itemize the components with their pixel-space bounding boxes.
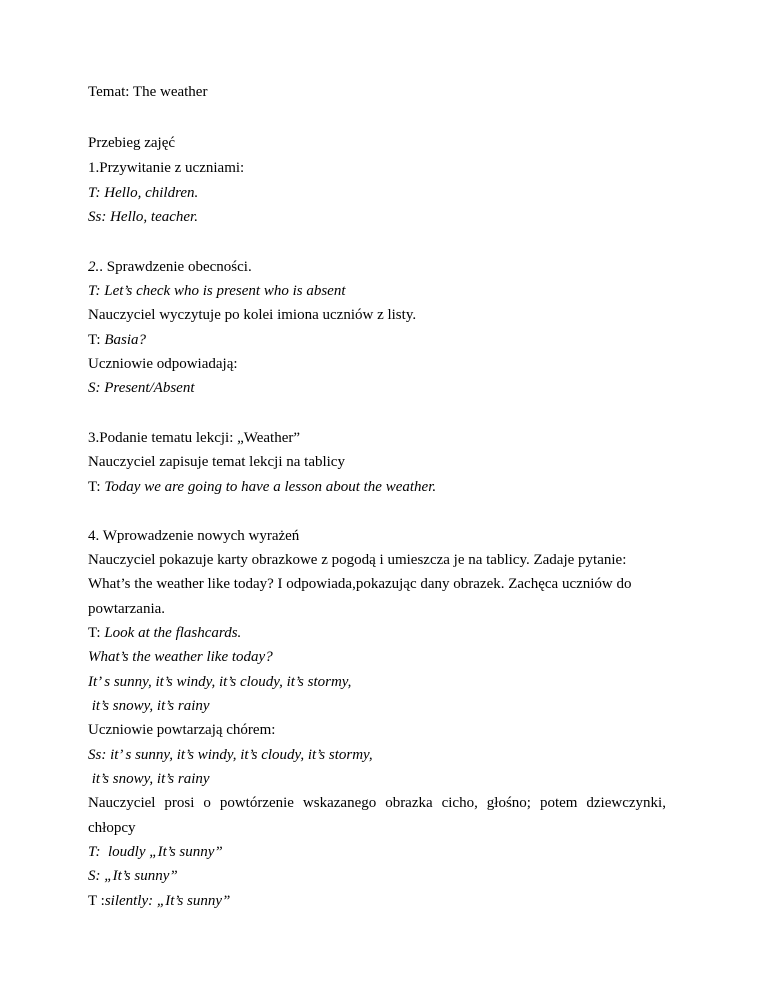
step4-teacher-loudly: T: loudly „It’s sunny”: [88, 844, 223, 860]
instruction-word: powtórzenie: [219, 795, 294, 811]
step2-teacher-line: T: Let’s check who is present who is absent: [88, 283, 346, 299]
step3-teacher-prefix: T:: [88, 479, 105, 495]
step1-teacher-line: T: Hello, children.: [88, 185, 199, 201]
step4-teacher-silently: [88, 892, 230, 910]
step4-heading: 4. Wprowadzenie nowych wyrażeń: [88, 528, 300, 544]
step3-heading: 3.Podanie tematu lekcji: „Weather”: [88, 430, 301, 446]
step3-teacher-text: Today we are going to have a lesson about the weather.: [104, 479, 437, 495]
step4-student-sunny: S: „It’s sunny”: [88, 868, 178, 884]
step2-instruction: Nauczyciel wyczytuje po kolei imiona uczniów z listy.: [88, 307, 417, 323]
step2-teacher-prefix: T:: [88, 332, 105, 348]
step4-teacher-text: Look at the flashcards.: [104, 625, 242, 641]
step4-silently-text: silently: „It’s sunny”: [104, 893, 231, 909]
step2-teacher-name-line: [88, 331, 146, 349]
instruction-word: prosi: [164, 795, 195, 811]
instruction-word: o: [203, 795, 211, 811]
step4-answer-line1: It’ s sunny, it’s windy, it’s cloudy, it’s stormy,: [88, 674, 352, 690]
instruction-word: głośno;: [486, 795, 531, 811]
step3-instruction: Nauczyciel zapisuje temat lekcji na tablicy: [88, 454, 345, 470]
step4-instruction-line2: What’s the weather like today? I odpowiada,pokazując dany obrazek. Zachęca uczniów do: [88, 576, 632, 592]
section-heading: Przebieg zajęć: [88, 135, 176, 151]
step4-silently-prefix: T :: [88, 893, 105, 909]
step4-question: What’s the weather like today?: [88, 649, 273, 665]
step3-teacher-line: [88, 478, 436, 496]
step4-teacher-line: [88, 624, 241, 642]
step4-teacher-prefix: T:: [88, 625, 105, 641]
step2-heading-number: 2.: [88, 259, 100, 275]
step4-answer-line2: it’s snowy, it’s rainy: [88, 698, 210, 714]
step4-instruction-line3: powtarzania.: [88, 601, 166, 617]
instruction-word: Nauczyciel: [88, 795, 156, 811]
step2-student-name: Basia?: [104, 332, 147, 348]
step2-heading: [88, 258, 252, 276]
step4-repeat-intro: Uczniowie powtarzają chórem:: [88, 722, 276, 738]
step2-student-line: S: Present/Absent: [88, 380, 195, 396]
step4-instruction-line1: Nauczyciel pokazuje karty obrazkowe z pogodą i umieszcza je na tablicy. Zadaje pytanie:: [88, 552, 627, 568]
step2-heading-text: . Sprawdzenie obecności.: [99, 259, 252, 275]
step4-repeat-instruction-line2: chłopcy: [88, 820, 136, 836]
step4-students-line1: Ss: it’ s sunny, it’s windy, it’s cloudy, it’s stormy,: [88, 747, 373, 763]
step1-students-line: Ss: Hello, teacher.: [88, 209, 198, 225]
instruction-word: obrazka: [385, 795, 433, 811]
document-title: Temat: The weather: [88, 84, 208, 100]
instruction-word: potem: [539, 795, 578, 811]
step1-heading: 1.Przywitanie z uczniami:: [88, 160, 245, 176]
step4-students-line2: it’s snowy, it’s rainy: [88, 771, 210, 787]
instruction-word: dziewczynki,: [586, 795, 666, 811]
step4-repeat-instruction-line1: [88, 794, 666, 812]
instruction-word: wskazanego: [302, 795, 377, 811]
instruction-word: cicho,: [441, 795, 478, 811]
step2-response-intro: Uczniowie odpowiadają:: [88, 356, 238, 372]
